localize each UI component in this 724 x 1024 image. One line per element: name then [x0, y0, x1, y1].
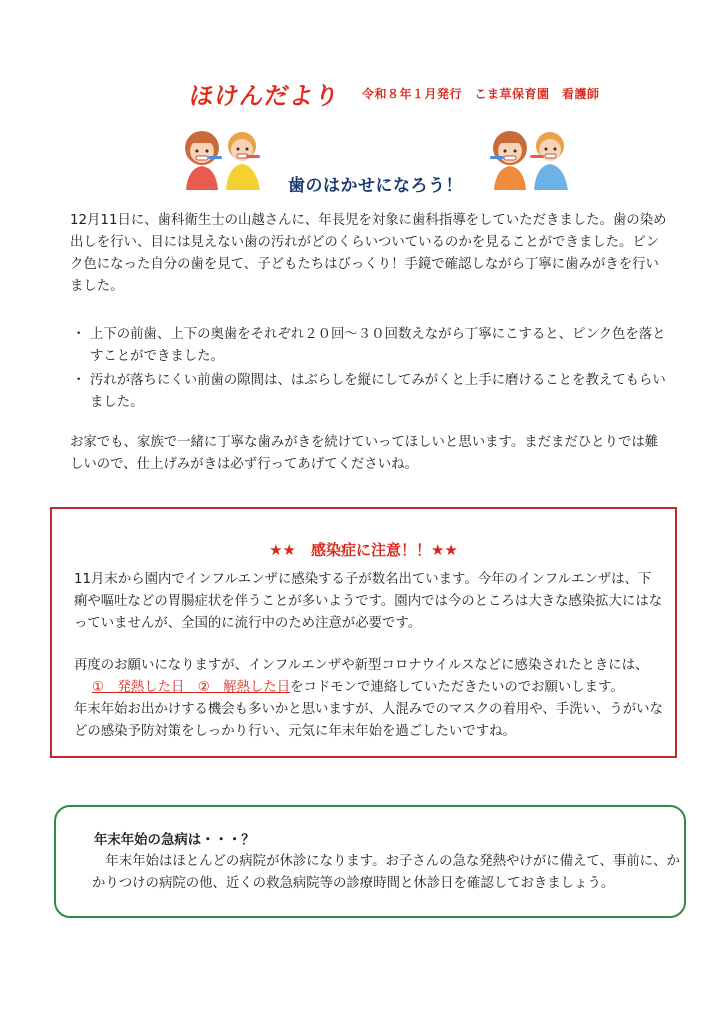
bullet-text: 汚れが落ちにくい前歯の隙間は、はぶらしを縦にしてみがくと上手に磨けることを教えてもらいました。: [90, 373, 666, 410]
prevention-paragraph: 年末年始お出かけする機会も多いかと思いますが、人混みでのマスクの着用や、手洗い、うがいなどの感染予防対策をしっかり行い、元気に年末年始を過ごしたいですね。: [74, 702, 663, 739]
dental-bullet-list: [70, 324, 670, 416]
holiday-emergency-box: [54, 805, 686, 918]
newsletter-title: ほけんだより: [187, 82, 342, 110]
dental-section-title: 歯のはかせになろう！: [288, 176, 463, 196]
bullet-mark: ・: [72, 327, 86, 342]
list-item: [70, 370, 670, 414]
dental-closing-paragraph: お家でも、家族で一緒に丁寧な歯みがきを続けていってほしいと思います。まだまだひとりでは難しいので、仕上げみがきは必ず行ってあげてくださいね。: [70, 435, 659, 472]
children-brushing-teeth-illustration: [484, 126, 580, 190]
dental-intro-paragraph: 12月11日に、歯科衛生士の山越さんに、年長児を対象に歯科指導をしていただきました。歯の染め出しを行い、目には見えない歯の汚れがどのくらいついているのかを見ることができました。ピンク色になった自分の歯を見て、子どもたちはびっくり！手鏡で確認しながら丁寧に歯みがきを行いました。: [70, 213, 667, 294]
publication-info: 令和８年１月発行 こま草保育園 看護師: [362, 87, 600, 101]
list-item: [70, 324, 670, 368]
contact-request-line: 再度のお願いになりますが、インフルエンザや新型コロナウイルスなどに感染されたときには、: [74, 658, 649, 673]
infection-status-paragraph: 11月末から園内でインフルエンザに感染する子が数名出ています。今年のインフルエンザは、下痢や嘔吐などの胃腸症状を伴うことが多いようです。園内では今のところは大きな感染拡大にはなっていませんが、全国的に流行中のため注意が必要です。: [74, 572, 663, 631]
bullet-text: 上下の前歯、上下の奥歯をそれぞれ２０回～３０回数えながら丁寧にこすると、ピンク色を落とすことができました。: [90, 327, 666, 364]
newsletter-header: [0, 76, 724, 110]
infection-notice-title: ★★ 感染症に注意！！★★: [269, 541, 458, 559]
bullet-mark: ・: [72, 373, 86, 388]
fever-dates-highlight: ① 発熱した日 ② 解熱した日: [92, 680, 291, 695]
holiday-emergency-title: 年末年始の急病は・・・？: [94, 833, 255, 848]
contact-request-detail: [92, 677, 672, 699]
infection-notice-box: [50, 507, 677, 758]
holiday-emergency-body: 年末年始はほとんどの病院が休診になります。お子さんの急な発熱やけがに備えて、事前に、かかりつけの病院の他、近くの救急病院等の診療時間と休診日を確認しておきましょう。: [92, 854, 680, 891]
contact-request-rest: をコドモンで連絡していただきたいのでお願いします。: [290, 680, 624, 695]
children-brushing-teeth-illustration: [176, 126, 272, 190]
